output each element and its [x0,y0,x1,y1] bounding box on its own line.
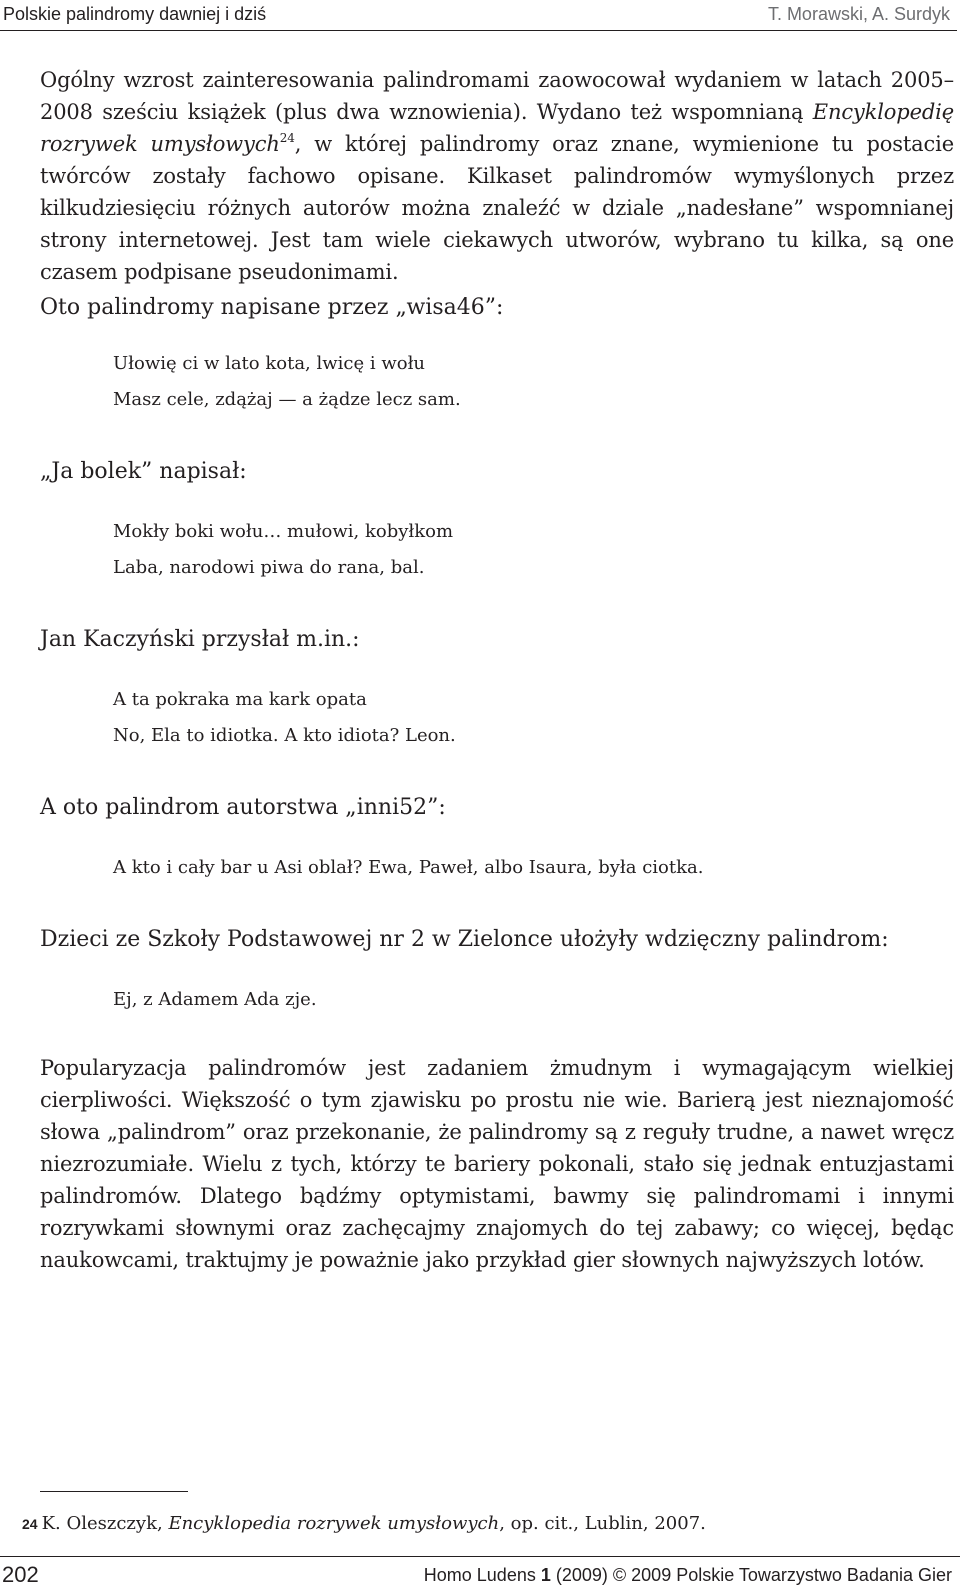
section-intro-kaczynski: Jan Kaczyński przysłał m.in.: [40,627,360,652]
palindrome-line: Ej, z Adamem Ada zje. [113,989,317,1010]
paragraph-conclusion: Popularyzacja palindromów jest zadaniem żmudnym i wymagającym wielkiej cierpliwości. Większość o tym zjawisku po prostu nie wie. Barierą jest nieznajomość słowa „palindrom” oraz przekonanie, że palindromy są z reguły trudne, a nawet wręcz niezrozumiałe. Wielu z tych, którzy te bariery pokonali, stało się jednak entuzjastami palindromów. Dlatego bądźmy optymistami, bawmy się palindromami i innymi rozrywkami słownymi oraz zachęcajmy znajomych do tej zabawy; co więcej, będąc naukowcami, traktujmy je poważnie jako przykład gier słownych najwyższych lotów. [40,1056,954,1272]
palindrome-line: Laba, narodowi piwa do rana, bal. [113,557,425,578]
header-authors: T. Morawski, A. Surdyk [767,4,950,24]
palindrome-line: A kto i cały bar u Asi oblał? Ewa, Paweł, albo Isaura, była ciotka. [113,857,704,878]
section-intro-ja-bolek: „Ja bolek” napisał: [40,459,247,484]
section-intro-wisa46: Oto palindromy napisane przez „wisa46”: [40,295,504,320]
header-rule [0,30,957,31]
running-header [0,0,960,34]
palindrome-line: Mokły boki wołu… mułowi, kobyłkom [113,521,454,542]
palindrome-line: Masz cele, zdążaj — a żądze lecz sam. [113,389,461,410]
footnote-rule [40,1491,188,1492]
header-title: Polskie palindromy dawniej i dziś [3,4,267,24]
palindrome-line: A ta pokraka ma kark opata [113,689,367,710]
section-intro-inni52: A oto palindrom autorstwa „inni52”: [40,795,446,820]
footnote-book-title: Encyklopedia rozrywek umysłowych [168,1513,500,1534]
footnote-number: 24 [22,1516,38,1532]
footnote: 24 K. Oleszczyk, Encyklopedia rozrywek umysłowych, op. cit., Lublin, 2007. [22,1513,706,1534]
footer-rule [0,1556,960,1557]
book-title: Encyklopedię rozrywek umysłowych [40,100,954,156]
footnote-ref: 24 [279,131,295,145]
palindrome-line: Ułowię ci w lato kota, lwicę i wołu [113,353,426,374]
article-body [40,64,954,1276]
running-footer [0,1560,960,1590]
section-intro-zielonka: Dzieci ze Szkoły Podstawowej nr 2 w Zielonce ułożyły wdzięczny palindrom: [40,927,889,952]
paragraph-intro: Ogólny wzrost zainteresowania palindromami zaowocował wydaniem w latach 2005–2008 sześciu książek (plus dwa wznowienia). Wydano też wspomnianą Encyklopedię rozrywek umysłowych$^{24}$, w której palindromy oraz znane, wymienione tu postacie twórców zostały fachowo opisane. Kilkaset palindromów wymyślonych przez kilkudziesięciu różnych autorów można znaleźć w dziale „nadesłane” wspomnianej strony internetowej. Jest tam wiele ciekawych utworów, wybrano tu kilka, są one czasem podpisane pseudonimami. [40,68,954,284]
palindrome-line: No, Ela to idiotka. A kto idiota? Leon. [113,725,456,746]
page-number: 202 [2,1562,39,1587]
journal-citation: Homo Ludens 1 (2009) © 2009 Polskie Towarzystwo Badania Gier [423,1565,952,1585]
